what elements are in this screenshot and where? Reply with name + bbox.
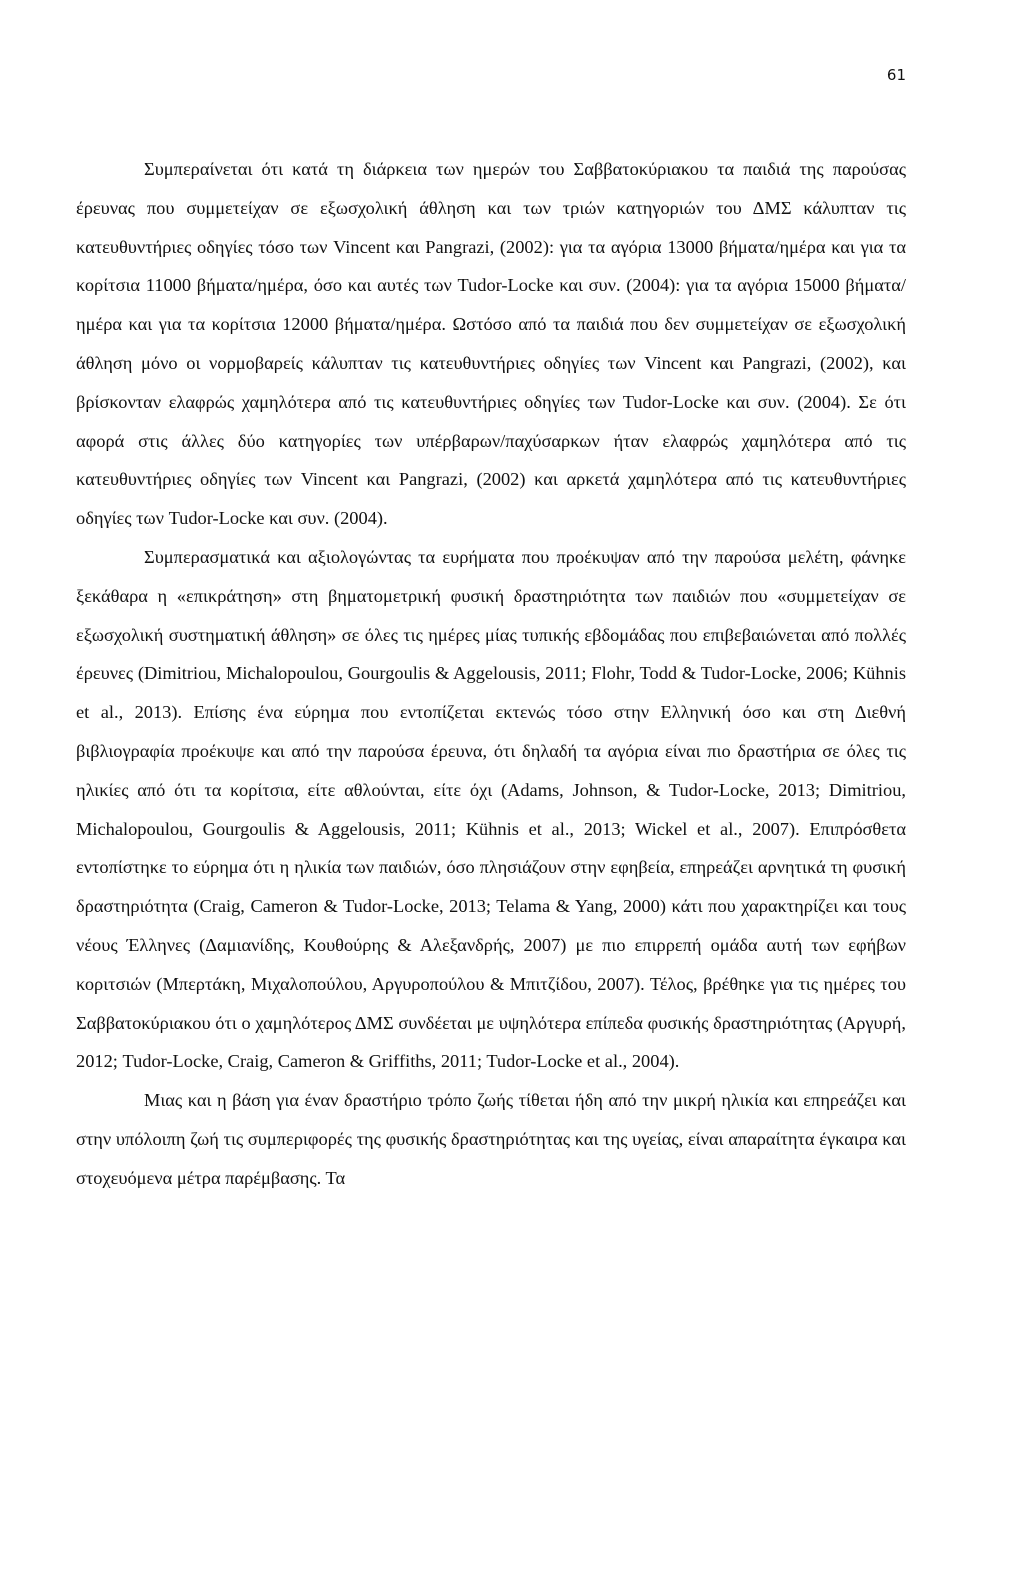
paragraph-summary-findings: Συμπερασματικά και αξιολογώντας τα ευρήματα που προέκυψαν από την παρούσα μελέτη, φάνηκε ξεκάθαρα η «επικράτηση» στη βηματομετρική φυσική δραστηριότητα των παιδιών που «συμμετείχαν σε εξωσχολική συστηματική άθληση» σε όλες τις ημέρες μίας τυπικής εβδομάδας που επιβεβαιώνεται από πολλές έρευνες (Dimitriou, Michalopoulou, Gourgoulis & Aggelousis, 2011; Flohr, Todd & Tudor-Locke, 2006; Kühnis et al., 2013). Επίσης ένα εύρημα που εντοπίζεται εκτενώς τόσο στην Ελληνική όσο και στη Διεθνή βιβλιογραφία προέκυψε και από την παρούσα έρευνα, ότι δηλαδή τα αγόρια είναι πιο δραστήρια σε όλες τις ηλικίες από ότι τα κορίτσια, είτε αθλούνται, είτε όχι (Adams, Johnson, & Tudor-Locke, 2013; Dimitriou, Michalopoulou, Gourgoulis & Aggelousis, 2011; Kühnis et al., 2013; Wickel et al., 2007). Επιπρόσθετα εντοπίστηκε το εύρημα ότι η ηλικία των παιδιών, όσο πλησιάζουν στην εφηβεία, επηρεάζει αρνητικά τη φυσική δραστηριότητα (Craig, Cameron & Tudor-Locke, 2013; Telama & Yang, 2000) κάτι που χαρακτηρίζει και τους νέους Έλληνες (Δαμιανίδης, Κουθούρης & Αλεξανδρής, 2007) με πιο επιρρεπή ομάδα αυτή των εφήβων κοριτσιών (Μπερτάκη, Μιχαλοπούλου, Αργυροπούλου & Μπιτζίδου, 2007). Τέλος, βρέθηκε για τις ημέρες του Σαββατοκύριακου ότι ο χαμηλότερος ΔΜΣ συνδέεται με υψηλότερα επίπεδα φυσικής δραστηριότητας (Αργυρή, 2012; Tudor-Locke, Craig, Cameron & Griffiths, 2011; Tudor-Locke et al., 2004). [76,546,906,1072]
paragraph-intervention: Μιας και η βάση για έναν δραστήριο τρόπο ζωής τίθεται ήδη από την μικρή ηλικία και επηρεάζει και στην υπόλοιπη ζωή τις συμπεριφορές της φυσικής δραστηριότητας και της υγείας, είναι απαραίτητα έγκαιρα και στοχευόμενα μέτρα παρέμβασης. Τα [76,1090,906,1188]
body-text [76,150,906,1198]
page-number: 61 [886,66,906,84]
paragraph-conclusion-weekend: Συμπεραίνεται ότι κατά τη διάρκεια των ημερών του Σαββατοκύριακου τα παιδιά της παρούσας έρευνας που συμμετείχαν σε εξωσχολική άθληση και των τριών κατηγοριών του ΔΜΣ κάλυπταν τις κατευθυντήριες οδηγίες τόσο των Vincent και Pangrazi, (2002): για τα αγόρια 13000 βήματα/ημέρα και για τα κορίτσια 11000 βήματα/ημέρα, όσο και αυτές των Tudor-Locke και συν. (2004): για τα αγόρια 15000 βήματα/ημέρα και για τα κορίτσια 12000 βήματα/ημέρα. Ωστόσο από τα παιδιά που δεν συμμετείχαν σε εξωσχολική άθληση μόνο οι νορμοβαρείς κάλυπταν τις κατευθυντήριες οδηγίες των Vincent και Pangrazi, (2002), και βρίσκονταν ελαφρώς χαμηλότερα από τις κατευθυντήριες οδηγίες των Tudor-Locke και συν. (2004). Σε ότι αφορά στις άλλες δύο κατηγορίες των υπέρβαρων/παχύσαρκων ήταν ελαφρώς χαμηλότερα από τις κατευθυντήριες οδηγίες των Vincent και Pangrazi, (2002) και αρκετά χαμηλότερα από τις κατευθυντήριες οδηγίες των Tudor-Locke και συν. (2004). [76,159,906,529]
